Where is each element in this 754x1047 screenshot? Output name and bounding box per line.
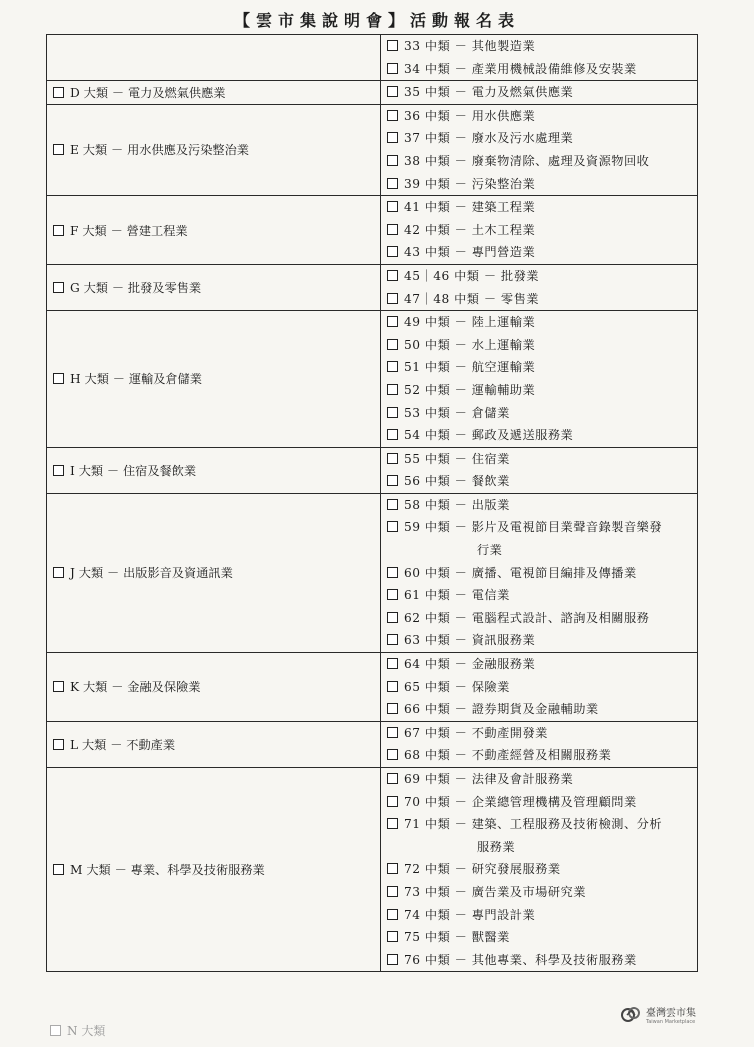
minor-checkbox[interactable]: [387, 727, 398, 738]
minor-category-label: 51 中類 － 航空運輸業: [404, 360, 536, 375]
table-row: [47, 493, 698, 652]
minor-category-label: 行業: [477, 543, 503, 558]
minor-checkbox[interactable]: [387, 681, 398, 692]
logo-english-name: Taiwan Marketplace: [646, 1018, 696, 1025]
table-row: [47, 35, 698, 81]
minor-category-item: [387, 356, 697, 379]
major-checkbox[interactable]: [53, 282, 64, 293]
minor-category-item: [387, 494, 697, 517]
minor-category-item: [387, 813, 697, 836]
minor-checkbox[interactable]: [387, 909, 398, 920]
footer-logo: [620, 1003, 696, 1025]
minor-checkbox[interactable]: [387, 86, 398, 97]
minor-category-label: 36 中類 － 用水供應業: [404, 108, 536, 123]
minor-category-cell: [381, 104, 698, 195]
minor-category-item: [387, 768, 697, 791]
minor-category-label: 66 中類 － 證券期貨及金融輔助業: [404, 702, 599, 717]
minor-category-label: 43 中類 － 專門營造業: [404, 245, 536, 260]
minor-category-item: [387, 584, 697, 607]
minor-checkbox[interactable]: [387, 612, 398, 623]
minor-checkbox[interactable]: [387, 886, 398, 897]
table-row: [47, 264, 698, 310]
minor-category-label: 68 中類 － 不動產經營及相關服務業: [404, 748, 612, 763]
minor-checkbox[interactable]: [387, 499, 398, 510]
minor-category-label: 42 中類 － 土木工程業: [404, 222, 536, 237]
minor-category-label: 65 中類 － 保險業: [404, 679, 510, 694]
minor-category-item: [387, 127, 697, 150]
cutoff-next-row: N 大類: [50, 1022, 105, 1039]
minor-category-label: 52 中類 － 運輸輔助業: [404, 382, 536, 397]
minor-category-cell: [381, 81, 698, 105]
minor-category-item: [387, 81, 697, 104]
minor-category-label: 33 中類 － 其他製造業: [404, 39, 536, 53]
minor-checkbox[interactable]: [387, 931, 398, 942]
minor-category-label: 服務業: [477, 839, 516, 854]
minor-category-item: [387, 926, 697, 949]
major-category-label: M 大類 － 專業、科學及技術服務業: [70, 863, 265, 878]
minor-checkbox[interactable]: [387, 658, 398, 669]
minor-category-cell: [381, 653, 698, 722]
table-row: [47, 104, 698, 195]
major-category-label: D 大類 － 電力及燃氣供應業: [70, 85, 226, 100]
table-row: [47, 447, 698, 493]
minor-category-label: 41 中類 － 建築工程業: [404, 200, 536, 215]
minor-checkbox[interactable]: [387, 749, 398, 760]
major-category-label: F 大類 － 營建工程業: [70, 223, 188, 238]
minor-category-label: 62 中類 － 電腦程式設計、諮詢及相關服務: [404, 610, 650, 625]
minor-category-cell: [381, 311, 698, 448]
minor-category-cell: [381, 264, 698, 310]
minor-category-item: [387, 629, 697, 652]
minor-category-label: 63 中類 － 資訊服務業: [404, 633, 536, 648]
major-category-label: L 大類 － 不動產業: [70, 737, 176, 752]
minor-category-item: [387, 311, 697, 334]
minor-category-cell: [381, 35, 698, 81]
minor-category-label: 53 中類 － 倉儲業: [404, 405, 510, 420]
table-body: [47, 35, 698, 972]
major-checkbox[interactable]: [53, 144, 64, 155]
table-row: [47, 196, 698, 265]
major-category-label: G 大類 － 批發及零售業: [70, 281, 202, 296]
major-category-cell: [47, 447, 381, 493]
major-category-label: E 大類 － 用水供應及污染整治業: [70, 143, 249, 158]
minor-category-item: [387, 448, 697, 471]
minor-category-item: [387, 402, 697, 425]
major-checkbox[interactable]: [53, 465, 64, 476]
minor-category-label: 50 中類 － 水上運輸業: [404, 337, 536, 352]
major-checkbox[interactable]: [53, 864, 64, 875]
minor-category-label: 45｜46 中類 － 批發業: [404, 268, 539, 283]
table-row: [47, 81, 698, 105]
minor-checkbox[interactable]: [387, 246, 398, 257]
minor-checkbox[interactable]: [387, 384, 398, 395]
minor-category-item: [387, 698, 697, 721]
minor-category-cell: [381, 768, 698, 972]
minor-category-label: 59 中類 － 影片及電視節目業聲音錄製音樂發: [404, 520, 663, 535]
minor-checkbox[interactable]: [387, 634, 398, 645]
minor-checkbox[interactable]: [387, 818, 398, 829]
minor-category-label: 39 中類 － 污染整治業: [404, 176, 536, 191]
minor-category-item: [387, 539, 697, 562]
minor-checkbox[interactable]: [387, 339, 398, 350]
minor-category-label: 60 中類 － 廣播、電視節目編排及傳播業: [404, 565, 637, 580]
table-row: [47, 311, 698, 448]
major-category-label: K 大類 － 金融及保險業: [70, 680, 201, 695]
minor-checkbox[interactable]: [387, 453, 398, 464]
minor-category-label: 64 中類 － 金融服務業: [404, 657, 536, 672]
minor-checkbox[interactable]: [387, 40, 398, 51]
minor-category-label: 37 中類 － 廢水及污水處理業: [404, 131, 574, 146]
minor-checkbox[interactable]: [387, 407, 398, 418]
major-checkbox[interactable]: [53, 373, 64, 384]
minor-category-item: [387, 676, 697, 699]
minor-category-item: [387, 562, 697, 585]
minor-category-item: [387, 653, 697, 676]
minor-checkbox[interactable]: [387, 63, 398, 74]
major-category-cell: [47, 311, 381, 448]
major-category-cell: [47, 35, 381, 81]
minor-category-item: [387, 949, 697, 972]
major-checkbox[interactable]: [53, 225, 64, 236]
table-row: [47, 768, 698, 972]
major-category-cell: [47, 721, 381, 767]
minor-category-item: [387, 288, 697, 311]
major-checkbox[interactable]: [53, 681, 64, 692]
minor-checkbox[interactable]: [387, 521, 398, 532]
minor-category-label: 75 中類 － 獸醫業: [404, 930, 510, 945]
major-category-label: H 大類 － 運輸及倉儲業: [70, 372, 202, 387]
minor-category-item: [387, 858, 697, 881]
minor-category-label: 58 中類 － 出版業: [404, 497, 510, 512]
major-category-cell: [47, 768, 381, 972]
minor-checkbox[interactable]: [387, 270, 398, 281]
minor-checkbox[interactable]: [387, 475, 398, 486]
minor-category-item: [387, 196, 697, 219]
minor-category-item: [387, 881, 697, 904]
minor-checkbox[interactable]: [387, 863, 398, 874]
minor-category-label: 76 中類 － 其他專業、科學及技術服務業: [404, 952, 637, 967]
cloud-logo-icon: [620, 1005, 642, 1023]
minor-category-label: 67 中類 － 不動產開發業: [404, 725, 548, 740]
table-row: [47, 721, 698, 767]
minor-category-item: [387, 173, 697, 196]
logo-chinese-name: 臺灣雲市集: [646, 1007, 696, 1019]
registration-table: [46, 34, 698, 972]
major-category-label: I 大類 － 住宿及餐飲業: [70, 463, 197, 478]
minor-category-item: [387, 265, 697, 288]
minor-category-item: [387, 334, 697, 357]
minor-category-label: 73 中類 － 廣告業及市場研究業: [404, 884, 586, 899]
major-checkbox[interactable]: [53, 739, 64, 750]
minor-checkbox[interactable]: [387, 361, 398, 372]
minor-checkbox[interactable]: [387, 110, 398, 121]
minor-category-item: [387, 470, 697, 493]
minor-category-label: 54 中類 － 郵政及遞送服務業: [404, 428, 574, 443]
minor-category-item: [387, 836, 697, 859]
major-category-cell: [47, 196, 381, 265]
minor-category-cell: [381, 447, 698, 493]
minor-category-cell: [381, 721, 698, 767]
minor-category-label: 49 中類 － 陸上運輸業: [404, 315, 536, 330]
minor-checkbox[interactable]: [387, 429, 398, 440]
minor-checkbox[interactable]: [387, 316, 398, 327]
minor-category-label: 71 中類 － 建築、工程服務及技術檢測、分析: [404, 817, 663, 832]
minor-category-item: [387, 904, 697, 927]
major-checkbox[interactable]: [53, 567, 64, 578]
minor-category-item: [387, 105, 697, 128]
minor-checkbox[interactable]: [387, 796, 398, 807]
minor-category-item: [387, 516, 697, 539]
minor-checkbox[interactable]: [387, 703, 398, 714]
minor-checkbox[interactable]: [387, 773, 398, 784]
minor-checkbox[interactable]: [387, 293, 398, 304]
minor-checkbox[interactable]: [387, 589, 398, 600]
minor-category-label: 47｜48 中類 － 零售業: [404, 291, 539, 306]
major-category-cell: [47, 653, 381, 722]
page-title: 【雲市集說明會】活動報名表: [233, 11, 520, 30]
major-category-cell: [47, 264, 381, 310]
minor-category-item: [387, 607, 697, 630]
minor-category-label: 61 中類 － 電信業: [404, 588, 510, 603]
minor-checkbox[interactable]: [387, 567, 398, 578]
minor-category-item: [387, 722, 697, 745]
minor-checkbox[interactable]: [387, 224, 398, 235]
major-category-cell: [47, 493, 381, 652]
minor-category-label: 34 中類 － 產業用機械設備維修及安裝業: [404, 61, 637, 76]
minor-category-item: [387, 791, 697, 814]
major-category-cell: [47, 104, 381, 195]
minor-category-item: [387, 744, 697, 767]
minor-category-label: 69 中類 － 法律及會計服務業: [404, 772, 574, 786]
minor-category-item: [387, 379, 697, 402]
checkbox[interactable]: [50, 1025, 61, 1036]
minor-category-label: 55 中類 － 住宿業: [404, 451, 510, 466]
minor-category-label: 70 中類 － 企業總管理機構及管理顧問業: [404, 794, 637, 809]
minor-checkbox[interactable]: [387, 201, 398, 212]
minor-category-label: 35 中類 － 電力及燃氣供應業: [404, 85, 574, 100]
minor-category-label: 56 中類 － 餐飲業: [404, 474, 510, 489]
major-category-cell: [47, 81, 381, 105]
table-row: [47, 653, 698, 722]
major-checkbox[interactable]: [53, 87, 64, 98]
minor-category-item: [387, 35, 697, 58]
minor-category-label: 38 中類 － 廢棄物清除、處理及資源物回收: [404, 153, 650, 168]
minor-category-item: [387, 58, 697, 81]
minor-category-item: [387, 424, 697, 447]
major-category-label: J 大類 － 出版影音及資通訊業: [70, 566, 233, 581]
minor-checkbox[interactable]: [387, 178, 398, 189]
minor-category-label: 72 中類 － 研究發展服務業: [404, 862, 561, 877]
minor-category-item: [387, 219, 697, 242]
minor-category-cell: [381, 196, 698, 265]
minor-checkbox[interactable]: [387, 155, 398, 166]
minor-checkbox[interactable]: [387, 954, 398, 965]
minor-category-item: [387, 150, 697, 173]
minor-category-label: 74 中類 － 專門設計業: [404, 907, 536, 922]
minor-category-item: [387, 241, 697, 264]
minor-category-cell: [381, 493, 698, 652]
minor-checkbox[interactable]: [387, 132, 398, 143]
